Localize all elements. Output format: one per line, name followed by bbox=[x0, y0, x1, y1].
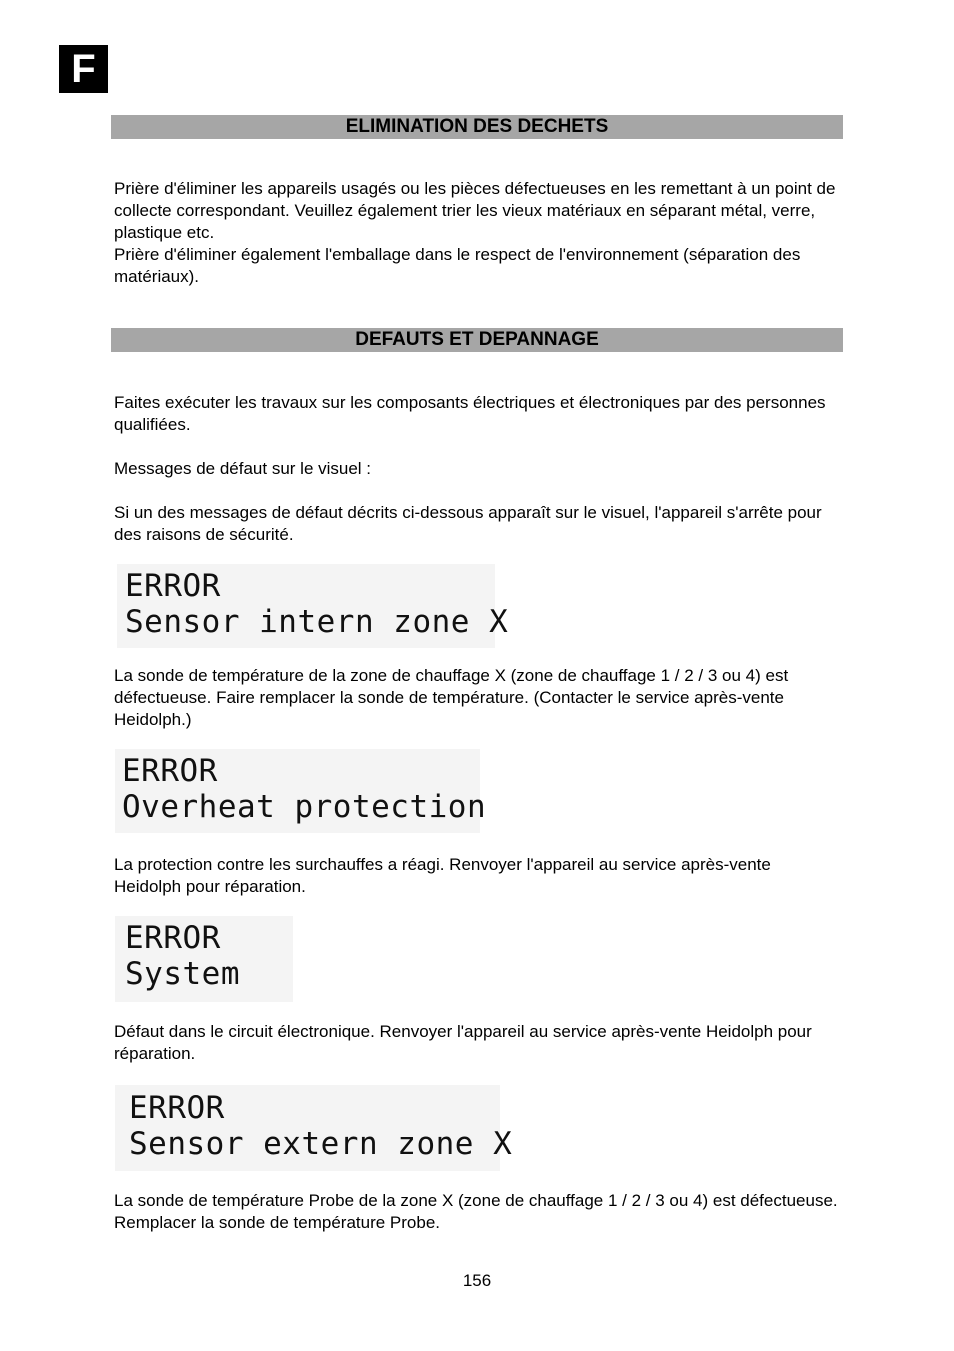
lcd-line-2: Sensor intern zone X bbox=[125, 604, 509, 640]
lcd-display-system bbox=[115, 916, 293, 1002]
safety-warning: Si un des messages de défaut décrits ci-dessous apparaît sur le visuel, l'appareil s'arrête pour des raisons de sécurité. bbox=[114, 503, 822, 544]
lcd-display-overheat bbox=[115, 749, 487, 833]
lcd-display-sensor-extern bbox=[115, 1085, 513, 1171]
error-description-sensor-extern: La sonde de température Probe de la zone X (zone de chauffage 1 / 2 / 3 ou 4) est défectueuse. Remplacer la sonde de température Probe. bbox=[114, 1191, 838, 1232]
page-number: 156 bbox=[462, 1271, 492, 1290]
error-description-sensor-intern: La sonde de température de la zone de chauffage X (zone de chauffage 1 / 2 / 3 ou 4) est défectueuse. Faire remplacer la sonde de température. (Contacter le service après-vente Heidolph.) bbox=[114, 666, 789, 729]
lcd-line-2: Sensor extern zone X bbox=[129, 1126, 513, 1162]
lcd-display-sensor-intern bbox=[117, 564, 509, 648]
language-tab: F bbox=[59, 45, 108, 93]
lcd-line-1: ERROR bbox=[122, 753, 218, 789]
section-title-defauts: DEFAUTS ET DEPANNAGE bbox=[111, 328, 843, 352]
messages-label: Messages de défaut sur le visuel : bbox=[114, 459, 372, 478]
elimination-paragraph-1: Prière d'éliminer les appareils usagés ou les pièces défectueuses en les remettant à un point de collecte correspondant. Veuillez également trier les vieux matériaux en séparant métal, verre, plastique etc. bbox=[114, 179, 836, 242]
lcd-line-1: ERROR bbox=[125, 920, 221, 956]
section-title-elimination: ELIMINATION DES DECHETS bbox=[111, 115, 843, 139]
error-description-system: Défaut dans le circuit électronique. Renvoyer l'appareil au service après-vente Heidolph pour réparation. bbox=[114, 1022, 812, 1063]
lcd-line-2: Overheat protection bbox=[122, 789, 487, 825]
error-description-overheat: La protection contre les surchauffes a réagi. Renvoyer l'appareil au service après-vente Heidolph pour réparation. bbox=[114, 855, 771, 896]
elimination-paragraph-2: Prière d'éliminer également l'emballage dans le respect de l'environnement (séparation des matériaux). bbox=[114, 245, 801, 286]
lcd-line-1: ERROR bbox=[129, 1090, 225, 1126]
defauts-intro: Faites exécuter les travaux sur les composants électriques et électroniques par des personnes qualifiées. bbox=[114, 393, 826, 434]
lcd-line-2: System bbox=[125, 956, 240, 992]
lcd-line-1: ERROR bbox=[125, 568, 221, 604]
